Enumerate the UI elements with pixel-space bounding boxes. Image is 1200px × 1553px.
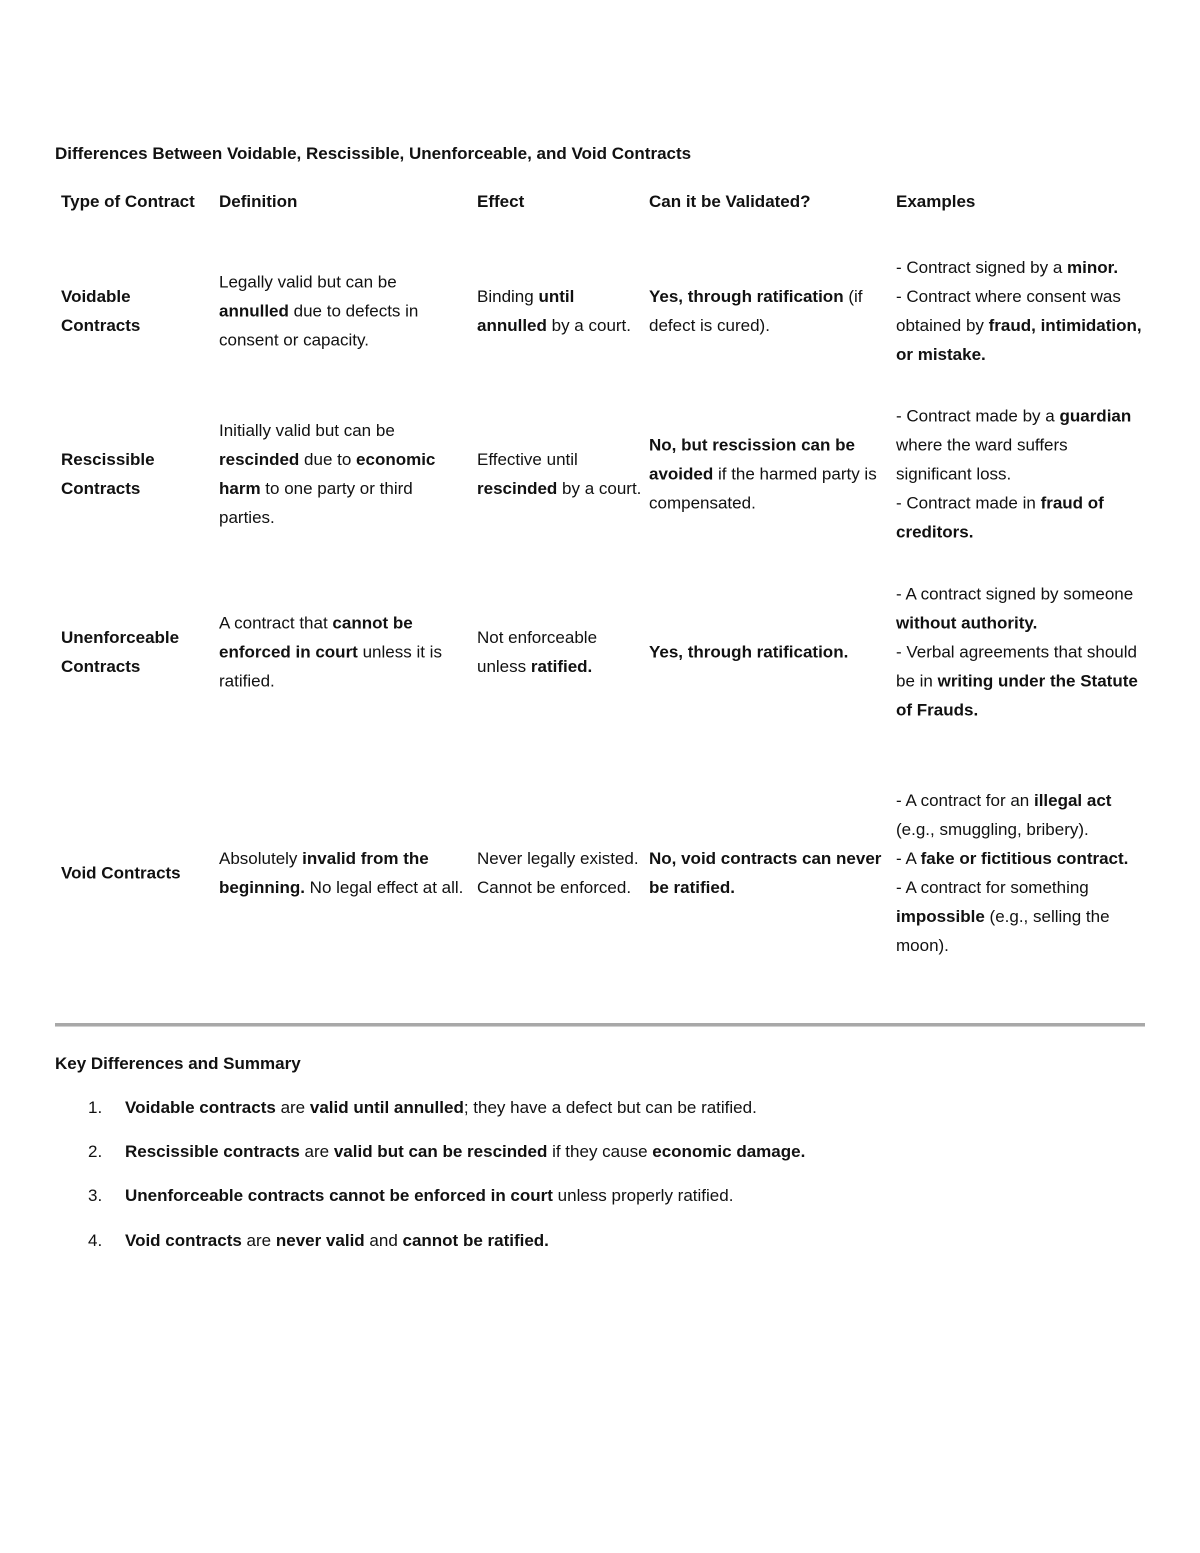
summary-heading: Key Differences and Summary [55,1054,301,1073]
cell-examples [896,402,1146,547]
example-line: - Contract made in fraud of creditors. [896,493,1104,542]
header-effect: Effect [477,192,525,211]
summary-item-number: 2. [88,1142,103,1161]
page-title: Differences Between Voidable, Rescissible, Unenforceable, and Void Contracts [55,144,692,163]
cell-examples [896,580,1146,725]
header-type: Type of Contract [61,192,195,211]
header-definition: Definition [219,192,298,211]
example-line: - A contract for something impossible (e.g., selling the moon). [896,878,1110,955]
cell-validated: Yes, through ratification (if defect is cured). [649,287,863,335]
summary-item: 1. Voidable contracts are valid until annulled; they have a defect but can be ratified. [88,1098,757,1117]
summary-item-number: 4. [88,1231,103,1250]
header-validated: Can it be Validated? [649,192,811,211]
cell-type: Voidable Contracts [61,287,141,335]
header-examples: Examples [896,192,976,211]
cell-type: Unenforceable Contracts [61,628,180,676]
cell-definition: Initially valid but can be rescinded due to economic harm to one party or third parties. [219,421,436,527]
cell-effect: Effective until rescinded by a court. [477,450,642,498]
summary-item-number: 1. [88,1098,103,1117]
cell-definition: A contract that cannot be enforced in court unless it is ratified. [219,613,442,691]
example-line: - A contract for an illegal act (e.g., smuggling, bribery). [896,791,1112,839]
cell-definition: Legally valid but can be annulled due to defects in consent or capacity. [219,272,419,350]
example-line: - Verbal agreements that should be in writing under the Statute of Frauds. [896,642,1138,720]
cell-type: Rescissible Contracts [61,450,155,498]
example-line: - Contract made by a guardian where the ward suffers significant loss. [896,406,1132,484]
summary-item: 4. Void contracts are never valid and cannot be ratified. [88,1231,549,1250]
cell-validated: No, void contracts can never be ratified. [649,849,882,897]
example-line: - A fake or fictitious contract. [896,849,1129,868]
cell-definition: Absolutely invalid from the beginning. No legal effect at all. [219,849,464,897]
cell-effect: Binding until annulled by a court. [477,287,632,335]
cell-validated: No, but rescission can be avoided if the harmed party is compensated. [649,435,877,513]
cell-examples [896,786,1146,960]
summary-item-number: 3. [88,1186,103,1205]
cell-effect: Not enforceable unless ratified. [477,628,598,676]
summary-item: 2. Rescissible contracts are valid but can be rescinded if they cause economic damage. [88,1142,806,1161]
cell-effect: Never legally existed. Cannot be enforced. [477,849,639,897]
example-line: - A contract signed by someone without authority. [896,584,1134,633]
summary-item: 3. Unenforceable contracts cannot be enforced in court unless properly ratified. [88,1186,734,1205]
example-line: - Contract signed by a minor. [896,258,1119,277]
section-divider [55,1023,1145,1027]
cell-validated: Yes, through ratification. [649,642,849,662]
cell-type: Void Contracts [61,863,181,883]
example-line: - Contract where consent was obtained by fraud, intimidation, or mistake. [896,287,1142,364]
cell-examples [896,253,1146,369]
